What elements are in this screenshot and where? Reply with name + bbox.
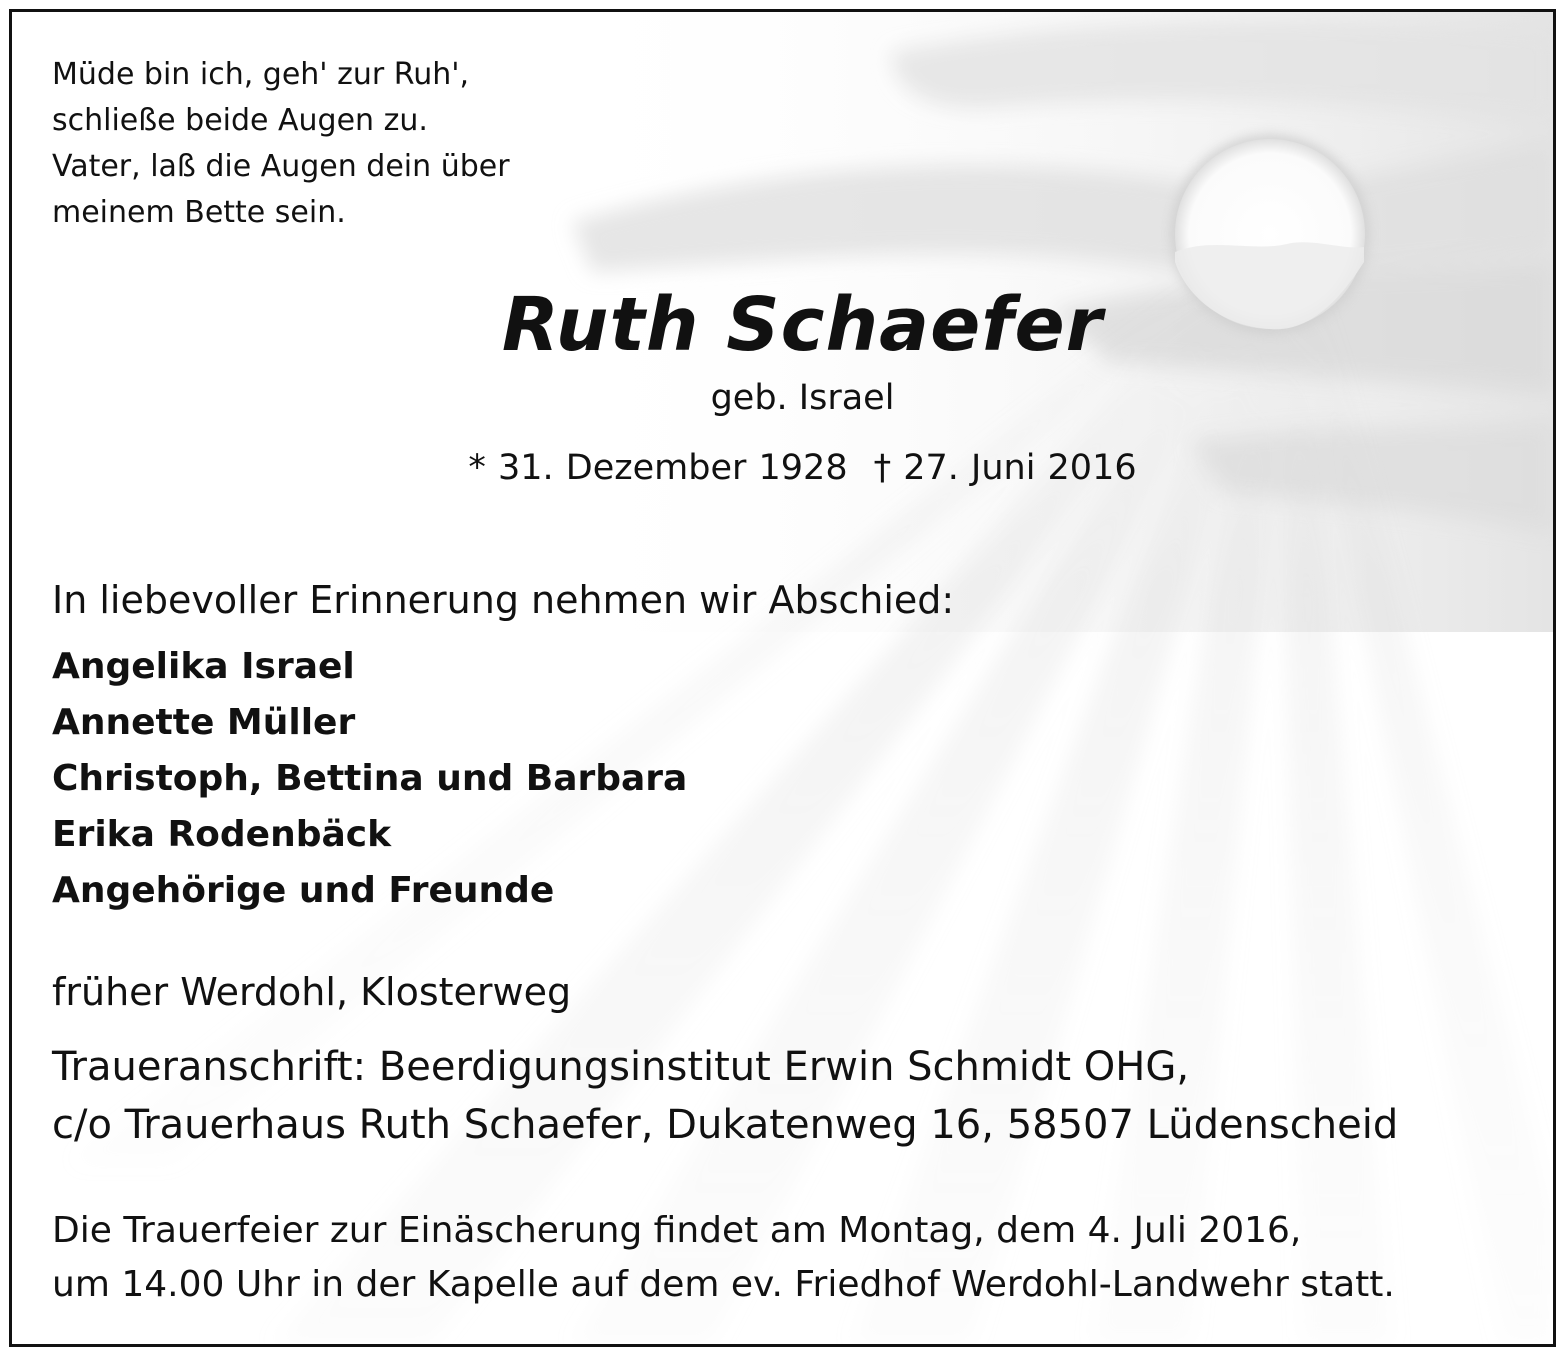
- mourners-intro: In liebevoller Erinnerung nehmen wir Abschied:: [52, 578, 955, 622]
- mourner-name: Angehörige und Freunde: [52, 870, 555, 911]
- poem-line: Vater, laß die Augen dein über: [52, 149, 510, 184]
- mourner-name: Annette Müller: [52, 702, 356, 743]
- mourning-address: [52, 1038, 1398, 1154]
- life-dates: [12, 448, 1553, 488]
- birth-date: * 31. Dezember 1928: [468, 448, 848, 488]
- maiden-name: geb. Israel: [710, 378, 895, 418]
- mourner-name: Christoph, Bettina und Barbara: [52, 758, 688, 799]
- poem-line: schließe beide Augen zu.: [52, 103, 428, 138]
- death-date: † 27. Juni 2016: [873, 448, 1137, 488]
- poem-line: meinem Bette sein.: [52, 195, 346, 230]
- former-residence: früher Werdohl, Klosterweg: [52, 970, 572, 1014]
- mourner-name: Erika Rodenbäck: [52, 814, 392, 855]
- obituary-frame: [9, 9, 1556, 1347]
- poem: [52, 52, 510, 236]
- service-line: Die Trauerfeier zur Einäscherung findet am Montag, dem 4. Juli 2016,: [52, 1210, 1302, 1251]
- mourners-list: [52, 639, 687, 919]
- deceased-name: Ruth Schaefer: [501, 282, 1104, 368]
- service-line: um 14.00 Uhr in der Kapelle auf dem ev. Friedhof Werdohl-Landwehr statt.: [52, 1264, 1395, 1305]
- mourning-address-line: c/o Trauerhaus Ruth Schaefer, Dukatenweg 16, 58507 Lüdenscheid: [52, 1102, 1399, 1148]
- poem-line: Müde bin ich, geh' zur Ruh',: [52, 57, 470, 92]
- mourner-name: Angelika Israel: [52, 646, 355, 687]
- mourning-address-line: Traueranschrift: Beerdigungsinstitut Erwin Schmidt OHG,: [52, 1044, 1190, 1090]
- funeral-service-info: [52, 1204, 1395, 1312]
